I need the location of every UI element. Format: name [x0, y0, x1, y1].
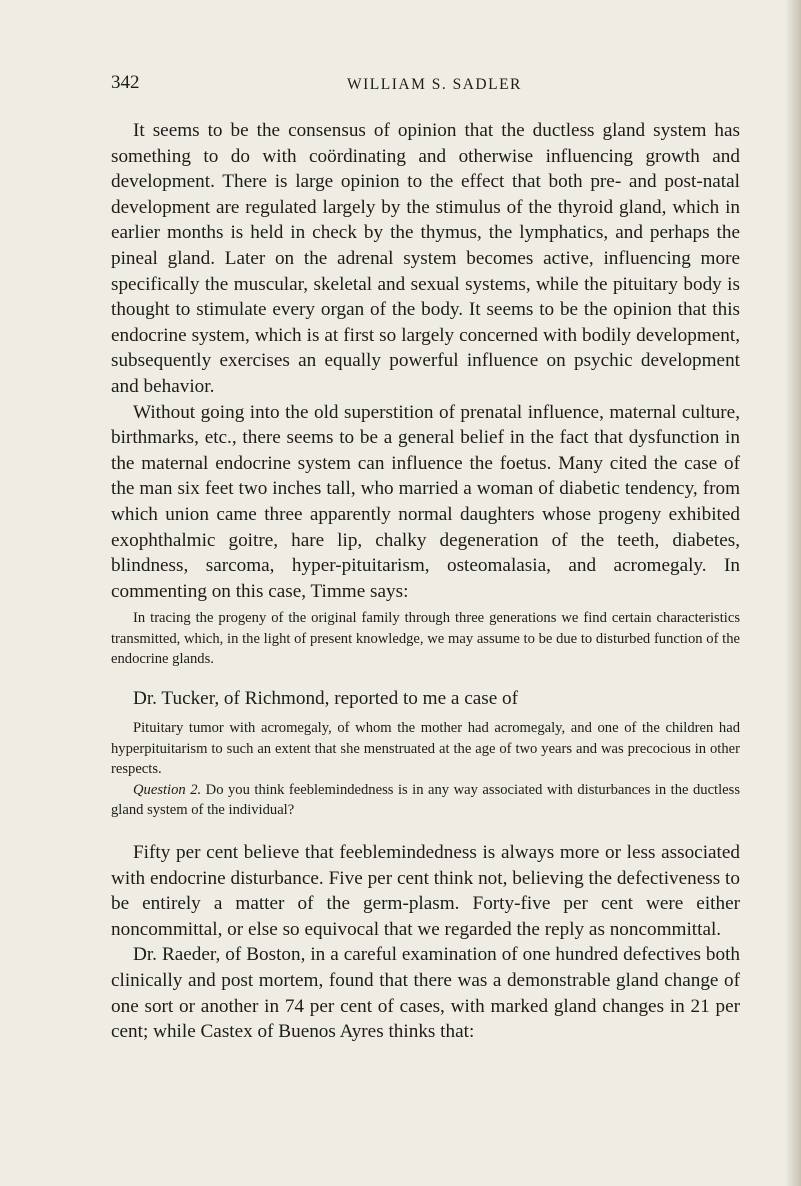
body-text-tucker — [111, 686, 740, 712]
quote-timme-text: In tracing the progeny of the original family through three generations we find certain characteristics transmitted, which, in the light of present knowledge, we may assume to be due to disturbed function of the endocrine glands. — [111, 610, 740, 668]
quote-tucker-and-question — [111, 718, 740, 821]
paragraph-fifty-per-cent: Fifty per cent believe that feeblemindedness is always more or less associated with endocrine disturbance. Five per cent think not, believing the defectiveness to be entirely a matter of the germ-plasm. Forty-five per cent were either noncommittal, or else so equivocal that we regarded the reply as noncommittal. — [111, 842, 740, 940]
paragraph-raeder: Dr. Raeder, of Boston, in a careful examination of one hundred defectives both clinically and post mortem, found that there was a demonstrable gland change of one sort or another in 74 per cent of cases, with marked gland changes in 21 per cent; while Castex of Buenos Ayres thinks that: — [111, 944, 740, 1043]
paragraph-ductless-gland-consensus: It seems to be the consensus of opinion that the ductless gland system has something to do with coördinating and otherwise influencing growth and development. There is large opinion to the effect that both pre- and post-natal development are regulated largely by the stimulus of the thyroid gland, which in earlier months is held in check by the thymus, the lymphatics, and perhaps the pineal gland. Later on the adrenal system becomes active, influencing more specifically the muscular, skeletal and sexual systems, while the pituitary body is thought to stimulate every organ of the body. It seems to be the opinion that this endocrine system, which is at first so largely concerned with bodily development, subsequently exercises an equally powerful influence on psychic development and behavior. — [111, 120, 740, 397]
paragraph-tucker-intro: Dr. Tucker, of Richmond, reported to me a case of — [133, 688, 519, 709]
page-header — [111, 72, 751, 98]
page-number: 342 — [111, 72, 140, 93]
quote-timme — [111, 608, 740, 670]
question-text: Do you think feeblemindedness is in any way associated with disturbances in the ductless gland system of the individual? — [111, 781, 741, 819]
quote-tucker-text: Pituitary tumor with acromegaly, of whom the mother had acromegaly, and one of the children had hyperpituitarism to such an extent that she menstruated at the age of two years and was precocious in other respects. — [111, 720, 740, 778]
running-head: WILLIAM S. SADLER — [347, 76, 522, 93]
question-2 — [111, 780, 740, 821]
page-edge-shadow — [785, 0, 801, 1186]
paragraph-prenatal-influence: Without going into the old superstition of prenatal influence, maternal culture, birthmarks, etc., there seems to be a general belief in the fact that dysfunction in the maternal endocrine system can influence the foetus. Many cited the case of the man six feet two inches tall, who married a woman of diabetic tendency, from which union came three apparently normal daughters whose progeny exhibited exophthalmic goitre, hare lip, chalky degeneration of the teeth, diabetes, blindness, sarcoma, hyper-pituitarism, osteomalasia, and acromegaly. In commenting on this case, Timme says: — [111, 401, 740, 602]
body-text-section-1 — [111, 118, 740, 604]
question-label: Question 2. — [133, 781, 202, 798]
body-text-section-2 — [111, 840, 740, 1045]
